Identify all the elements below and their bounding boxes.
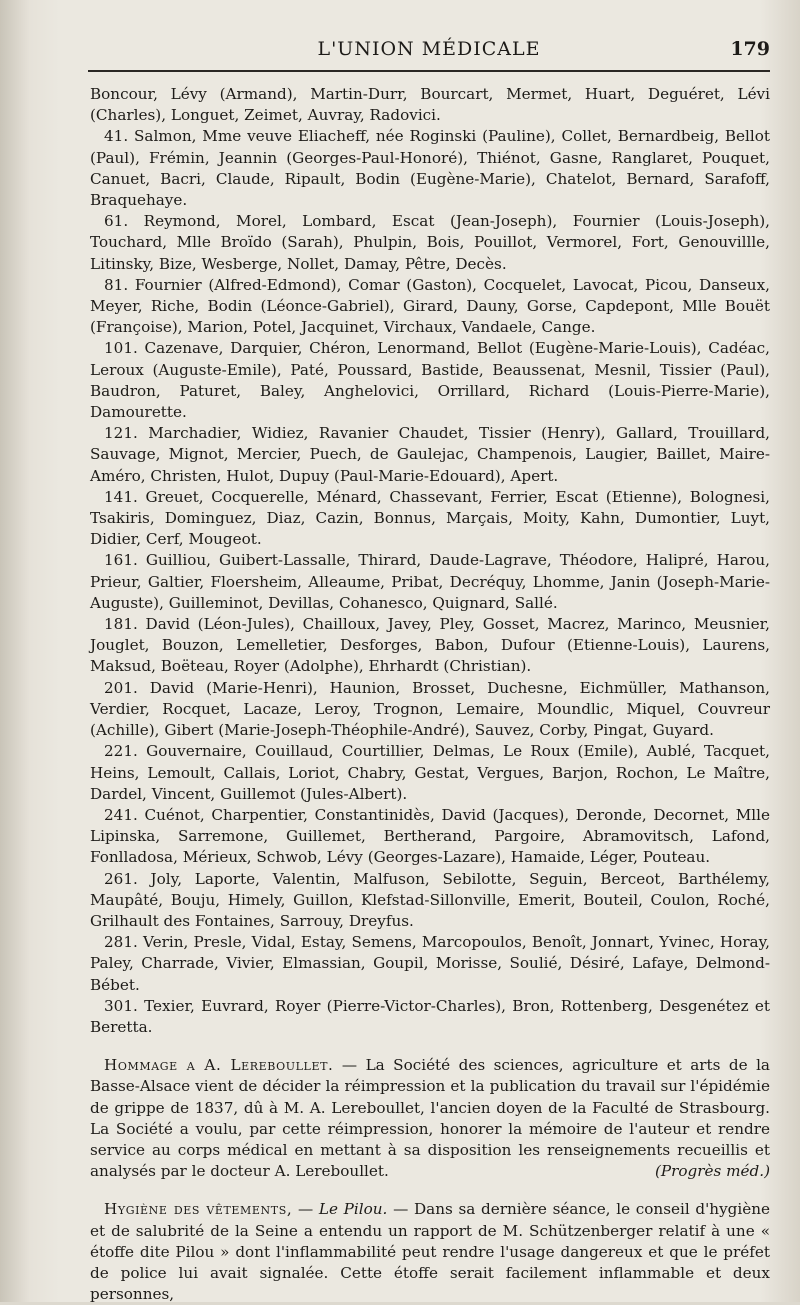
list-item: 261. Joly, Laporte, Valentin, Malfuson, Sebilotte, Seguin, Berceot, Barthélemy, Maupâté, Bouju, Himely, Guillon, Klefstad-Sillonville, Emerit, Bouteil, Coulon, Roché, Grilhault des Fontaines, Sarrouy, Dreyfus. <box>90 869 770 930</box>
list-item: 41. Salmon, Mme veuve Eliacheff, née Roginski (Pauline), Collet, Bernardbeig, Bellot (Paul), Frémin, Jeannin (Georges-Paul-Honoré), Thiénot, Gasne, Ranglaret, Pouquet, Canuet, Bacri, Claude, Ripault, Bodin (Eugène-Marie), Chatelot, Bernard, Sarafoff, Braquehaye. <box>90 127 770 210</box>
header-rule <box>88 70 770 72</box>
hommage-notice <box>90 1055 770 1182</box>
page-number: 179 <box>730 38 770 60</box>
hommage-heading: Hommage a A. Lereboullet. <box>104 1056 334 1075</box>
list-item: 301. Texier, Euvrard, Royer (Pierre-Victor-Charles), Bron, Rottenberg, Desgenétez et Beretta. <box>90 996 770 1036</box>
hygiene-heading: Hygiène des vêtements, <box>104 1200 293 1219</box>
list-item: 101. Cazenave, Darquier, Chéron, Lenormand, Bellot (Eugène-Marie-Louis), Cadéac, Leroux (Auguste-Emile), Paté, Poussard, Bastide, Beaussenat, Mesnil, Tissier (Paul), Baudron, Paturet, Baley, Anghelovici, Orrillard, Richard (Louis-Pierre-Marie), Damourette. <box>90 339 770 422</box>
list-item: 61. Reymond, Morel, Lombard, Escat (Jean-Joseph), Fournier (Louis-Joseph), Touchard, Mlle Broïdo (Sarah), Phulpin, Bois, Pouillot, Vermorel, Fort, Genouvillle, Litinsky, Bize, Wesberge, Nollet, Damay, Pêtre, Decès. <box>90 212 770 273</box>
hygiene-dash: — <box>292 1200 319 1219</box>
list-item: 141. Greuet, Cocquerelle, Ménard, Chassevant, Ferrier, Escat (Etienne), Bolognesi, Tsakiris, Dominguez, Diaz, Cazin, Bonnus, Marçais, Moity, Kahn, Dumontier, Luyt, Didier, Cerf, Mougeot. <box>90 487 770 549</box>
list-item: 221. Gouvernaire, Couillaud, Courtillier, Delmas, Le Roux (Emile), Aublé, Tacquet, Heins, Lemoult, Callais, Loriot, Chabry, Gestat, Vergues, Barjon, Rochon, Le Maître, Dardel, Vincent, Guillemot (Jules-Albert). <box>90 742 770 803</box>
hommage-text: — La Société des sciences, agriculture et arts de la Basse-Alsace vient de décider la réimpression et la publication du travail sur l'épidémie de grippe de 1837, dû à M. A. Lereboullet, l'ancien doyen de la Faculté de Strasbourg. La Société a voulu, par cette réimpression, honorer la mémoire de l'auteur et rendre service au corps médical en mettant à sa disposition les renseignements recueillis et analysés par le docteur A. Lereboullet. <box>90 1056 770 1181</box>
list-item: 281. Verin, Presle, Vidal, Estay, Semens, Marcopoulos, Benoît, Jonnart, Yvinec, Horay, Paley, Charrade, Vivier, Elmassian, Goupil, Morisse, Soulié, Désiré, Lafaye, Delmond-Bébet. <box>90 933 770 994</box>
list-item: 201. David (Marie-Henri), Haunion, Brosset, Duchesne, Eichmüller, Mathanson, Verdier, Rocquet, Lacaze, Leroy, Trognon, Lemaire, Moundlic, Miquel, Couvreur (Achille), Gibert (Marie-Joseph-Théophile-André), Sauvez, Corby, Pingat, Guyard. <box>90 678 770 740</box>
list-item: 241. Cuénot, Charpentier, Constantinidès, David (Jacques), Deronde, Decornet, Mlle Lipinska, Sarremone, Guillemet, Bertherand, Pargoire, Abramovitsch, Lafond, Fonlladosa, Mérieux, Schwob, Lévy (Georges-Lazare), Hamaide, Léger, Pouteau. <box>90 805 770 867</box>
list-item: 81. Fournier (Alfred-Edmond), Comar (Gaston), Cocquelet, Lavocat, Picou, Danseux, Meyer, Riche, Bodin (Léonce-Gabriel), Girard, Dauny, Gorse, Capdepont, Mlle Bouët (Françoise), Marion, Potel, Jacquinet, Virchaux, Vandaele, Cange. <box>90 275 770 337</box>
hygiene-text: — Dans sa dernière séance, le conseil d'hygiène et de salubrité de la Seine a entendu un rapport de M. Schützenberger relatif à une « étoffe dite Pilou » dont l'inflammabilité peut rendre l'usage dangereux et que le préfet de police lui avait signalée. Cette étoffe serait facilement inflammable et deux personnes, <box>90 1200 770 1304</box>
hygiene-subject: Le Pilou. <box>318 1200 388 1219</box>
list-item: 161. Guilliou, Guibert-Lassalle, Thirard, Daude-Lagrave, Théodore, Halipré, Harou, Prieur, Galtier, Floersheim, Alleaume, Pribat, Decréquy, Lhomme, Janin (Joseph-Marie-Auguste), Guilleminot, Devillas, Cohanesco, Quignard, Sallé. <box>90 551 770 612</box>
journal-title: L'UNION MÉDICALE <box>317 38 541 60</box>
hygiene-notice <box>90 1199 770 1305</box>
list-item: 121. Marchadier, Widiez, Ravanier Chaudet, Tissier (Henry), Gallard, Trouillard, Sauvage, Mignot, Mercier, Puech, de Gaulejac, Champenois, Laugier, Baillet, Maire-Améro, Christen, Hulot, Dupuy (Paul-Marie-Edouard), Apert. <box>90 424 770 485</box>
list-item: Boncour, Lévy (Armand), Martin-Durr, Bourcart, Mermet, Huart, Deguéret, Lévi (Charles), Longuet, Zeimet, Auvray, Radovici. <box>90 85 770 125</box>
hommage-source: (Progrès méd.) <box>654 1162 770 1181</box>
running-header <box>88 38 770 64</box>
article-body <box>90 84 770 1305</box>
list-item: 181. David (Léon-Jules), Chailloux, Javey, Pley, Gosset, Macrez, Marinco, Meusnier, Jouglet, Bouzon, Lemelletier, Desforges, Babon, Dufour (Etienne-Louis), Laurens, Maksud, Boëteau, Royer (Adolphe), Ehrhardt (Christian). <box>90 615 770 676</box>
